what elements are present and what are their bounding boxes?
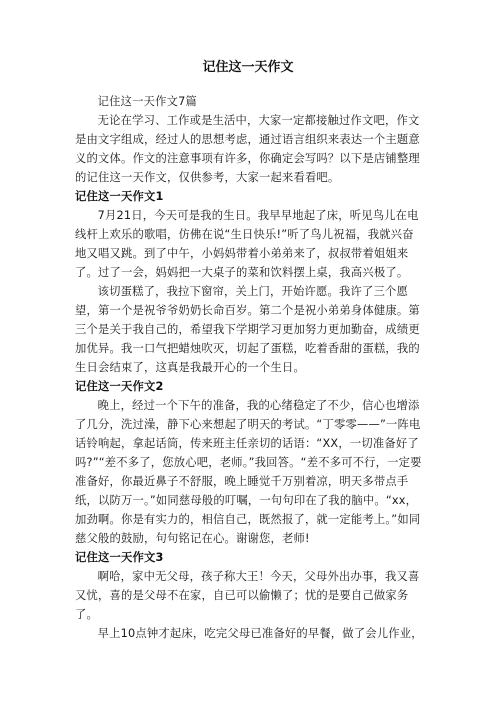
intro-subtitle: 记住这一天作文7篇 (97, 95, 197, 108)
essay1-paragraph-2: 该切蛋糕了，我拉下窗帘，关上门，开始许愿。我许了三个愿望，第一个是祝爷爷奶奶长命百岁。第二个是祝小弟弟身体健康。第三个是关于我自己的，希望我下学期学习更加努力更加勤奋，成绩更加优异。我一口气把蜡烛吹灭，切起了蛋糕，吃着香甜的蛋糕，我的生日会结束了，这真是我最开心的一个生日。 (75, 285, 420, 374)
section-heading-1: 记住这一天作文1 (75, 190, 164, 203)
essay3-paragraph-1: 啊哈，家中无父母，孩子称大王！今天，父母外出办事，我又喜又忧，喜的是父母不在家，自已可以偷懒了；忧的是要自己做家务了。 (75, 570, 420, 621)
essay2-paragraph-1: 晚上，经过一个下午的准备，我的心绪稳定了不少，信心也增添了几分，洗过澡，静下心来想起了明天的考试。“丁零零——”一阵电话铃响起，拿起话筒，传来班主任亲切的话语：“XX，一切准备好了吗?”“差不多了，您放心吧，老师。”我回答。“差不多可不行，一定要准备好，你最近鼻子不舒服，晚上睡觉千万别着凉，明天多带点手纸，以防万一。”如同慈母般的叮嘱，一句句印在了我的脑中。“xx，加劲啊。你是有实力的，相信自己，既然报了，就一定能考上。”如同慈父般的鼓励，句句铭记在心。谢谢您，老师! (75, 399, 422, 545)
document-body (75, 92, 423, 643)
essay1-paragraph-1: 7月21日，今天可是我的生日。我早早地起了床，听见鸟儿在电线杆上欢乐的歌唱，仿佛在说“生日快乐!”听了鸟儿祝福，我就兴奋地又唱又跳。到了中午，小妈妈带着小弟弟来了，叔叔带着姐姐来了。过了一会，妈妈把一大桌子的菜和饮料摆上桌，我高兴极了。 (75, 209, 419, 279)
essay3-paragraph-2: 早上10点钟才起床，吃完父母已准备好的早餐，做了会儿作业， (97, 627, 423, 640)
intro-paragraph: 无论在学习、工作或是生活中，大家一定都接触过作文吧，作文是由文字组成，经过人的思想考虑，通过语言组织来表达一个主题意义的文体。作文的注意事项有许多，你确定会写吗？以下是店铺整理的记住这一天作文，仅供参考，大家一起来看看吧。 (75, 114, 420, 184)
section-heading-2: 记住这一天作文2 (75, 380, 164, 393)
document-title: 记住这一天作文 (202, 60, 294, 75)
section-heading-3: 记住这一天作文3 (75, 551, 164, 564)
